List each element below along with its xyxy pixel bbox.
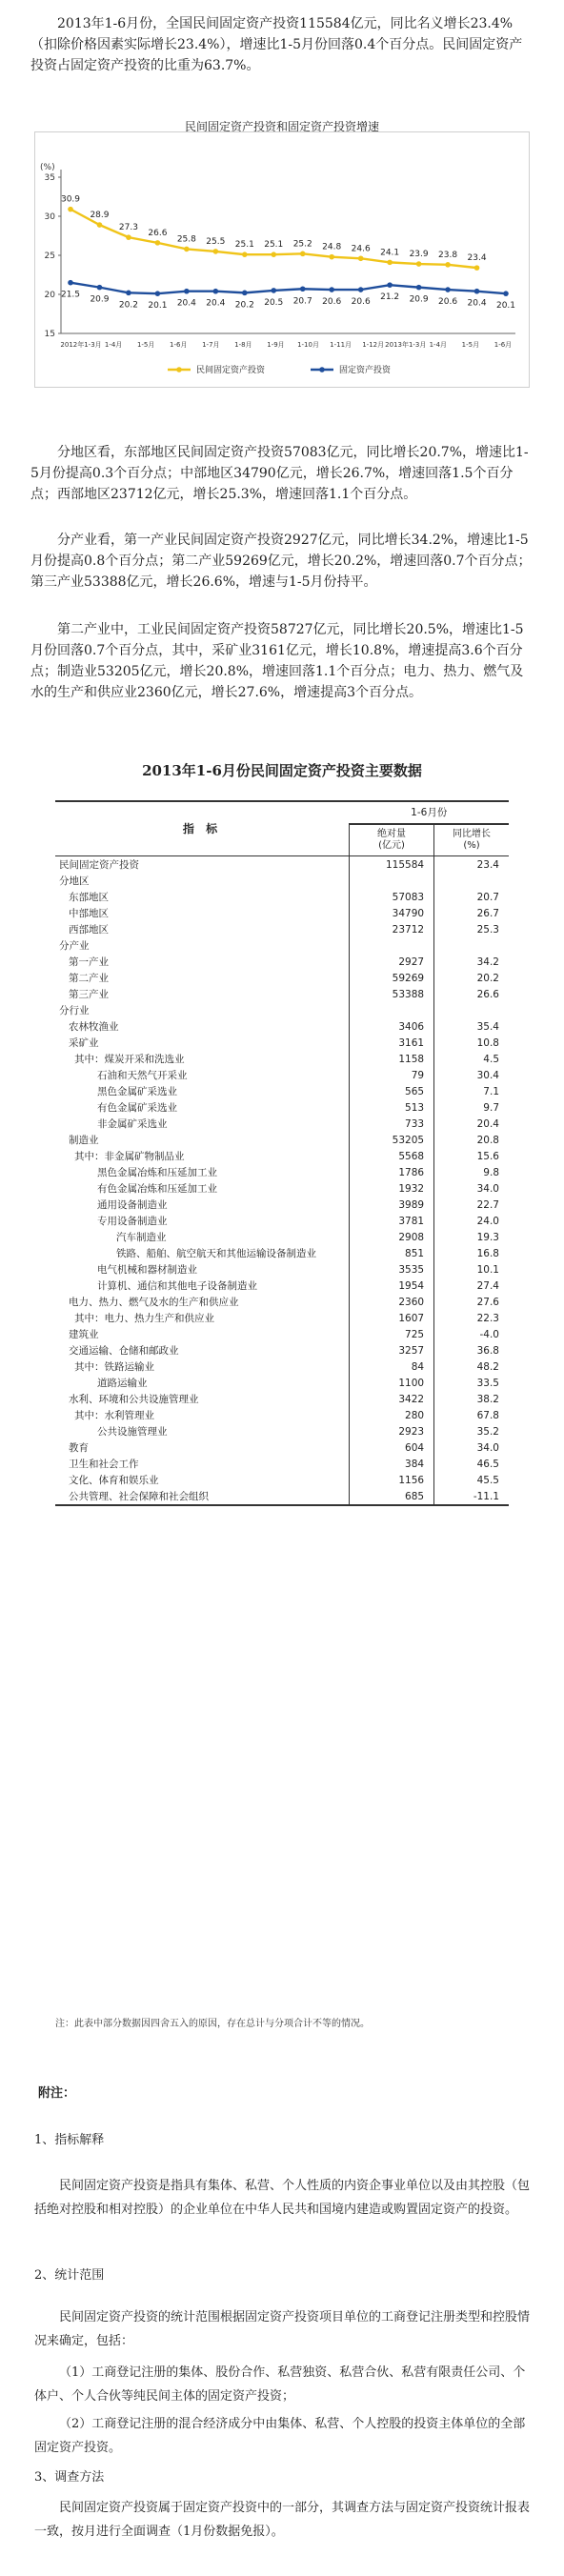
x-tick-label: 1-10月 [297, 341, 319, 349]
row-growth: 24.0 [476, 1215, 499, 1227]
row-absolute: 604 [350, 1439, 434, 1456]
row-absolute: 2923 [350, 1423, 434, 1439]
table-row [55, 1213, 509, 1229]
data-point [474, 265, 480, 271]
data-label: 20.1 [495, 301, 516, 312]
table-row [55, 1018, 509, 1035]
growth-chart [34, 114, 530, 417]
table-row [55, 1099, 509, 1116]
row-indicator: 中部地区 [69, 907, 109, 919]
row-absolute: 3257 [350, 1342, 434, 1358]
col-growth: 同比增长 (%) [434, 824, 509, 856]
row-indicator: 电力、热力、燃气及水的生产和供应业 [69, 1296, 239, 1308]
row-indicator: 道路运输业 [97, 1377, 148, 1389]
row-growth: 25.3 [476, 923, 499, 936]
row-indicator: 东部地区 [69, 891, 109, 903]
table-row [55, 1067, 509, 1083]
row-growth: 34.2 [476, 956, 499, 968]
row-growth: 48.2 [476, 1360, 499, 1373]
row-absolute: 3989 [350, 1197, 434, 1213]
appendix-heading-3: 3、调查方法 [34, 2470, 105, 2485]
data-point [155, 240, 161, 246]
data-point [358, 287, 364, 292]
row-growth: 67.8 [476, 1409, 499, 1421]
row-indicator: 有色金属矿采选业 [97, 1101, 177, 1114]
data-point [271, 288, 276, 293]
data-point [416, 261, 422, 267]
data-label: 20.2 [234, 300, 254, 311]
data-label: 20.9 [409, 294, 429, 305]
row-indicator: 制造业 [69, 1134, 99, 1146]
row-growth: 38.2 [476, 1393, 499, 1405]
data-point [445, 262, 451, 268]
legend-label: 固定资产投资 [339, 366, 392, 375]
row-growth: 9.7 [483, 1101, 499, 1114]
appendix-text-2b: （2）工商登记注册的混合经济成分中由集体、私营、个人控股的投资主体单位的全部固定资产投资。 [34, 2417, 526, 2455]
row-absolute: 1954 [350, 1278, 434, 1294]
data-point [97, 285, 103, 291]
row-growth: 33.5 [476, 1377, 499, 1389]
table-row [55, 1423, 509, 1439]
row-absolute: 2908 [350, 1229, 434, 1245]
row-absolute [350, 873, 434, 889]
appendix-heading-1: 1、指标解释 [34, 2133, 105, 2147]
row-indicator: 卫生和社会工作 [69, 1458, 139, 1470]
row-absolute [350, 1002, 434, 1018]
row-indicator: 民间固定资产投资 [59, 858, 139, 871]
row-growth: 16.8 [476, 1247, 499, 1259]
row-absolute: 3422 [350, 1391, 434, 1407]
row-indicator: 其中：煤炭开采和洗选业 [74, 1053, 185, 1065]
row-growth: 19.3 [476, 1231, 499, 1243]
row-absolute: 3406 [350, 1018, 434, 1035]
row-absolute: 1932 [350, 1180, 434, 1197]
row-indicator: 分地区 [59, 875, 90, 887]
row-growth: 45.5 [476, 1474, 499, 1486]
row-indicator: 农林牧渔业 [69, 1020, 119, 1033]
table-row [55, 954, 509, 970]
row-indicator: 第二产业 [69, 972, 109, 984]
data-point [126, 234, 131, 240]
row-indicator: 第三产业 [69, 988, 109, 1000]
row-indicator: 建筑业 [69, 1328, 99, 1340]
row-growth: 35.4 [476, 1020, 499, 1033]
row-absolute: 1786 [350, 1164, 434, 1180]
appendix-title: 附注： [38, 2086, 76, 2101]
appendix-text-2a: （1）工商登记注册的集体、股份合作、私营独资、私营合伙、私营有限责任公司、个体户、个人合伙等纯民间主体的固定资产投资； [34, 2365, 526, 2404]
legend-marker [176, 367, 182, 372]
table-row [55, 921, 509, 937]
data-label: 20.9 [90, 294, 110, 305]
table-row [55, 1391, 509, 1407]
row-indicator: 其中：电力、热力生产和供应业 [74, 1312, 214, 1324]
table-row [55, 1051, 509, 1067]
table-row [55, 1035, 509, 1051]
legend-marker [319, 367, 325, 372]
row-absolute: 3161 [350, 1035, 434, 1051]
data-label: 20.2 [118, 300, 138, 311]
data-point [271, 252, 276, 257]
appendix-text-1: 民间固定资产投资是指具有集体、私营、个人性质的内资企事业单位以及由其控股（包括绝对控股和相对控股）的企业单位在中华人民共和国境内建造或购置固定资产的投资。 [34, 2179, 531, 2217]
row-indicator: 电气机械和器材制造业 [97, 1263, 197, 1276]
row-growth: 27.6 [476, 1296, 499, 1308]
table-row [55, 1439, 509, 1456]
row-growth: 35.2 [476, 1425, 499, 1438]
col-period: 1-6月份 [350, 801, 510, 824]
row-growth: 27.4 [476, 1279, 499, 1292]
row-indicator: 水利、环境和公共设施管理业 [69, 1393, 199, 1405]
row-indicator: 通用设备制造业 [97, 1198, 168, 1211]
data-label: 30.9 [60, 194, 81, 205]
row-absolute: 1100 [350, 1375, 434, 1391]
row-indicator: 西部地区 [69, 923, 109, 936]
data-point [97, 222, 103, 228]
x-tick-label: 1-7月 [202, 341, 220, 349]
row-indicator: 其中：水利管理业 [74, 1409, 154, 1421]
row-absolute: 23712 [350, 921, 434, 937]
data-label: 25.1 [264, 240, 284, 251]
x-tick-label: 1-12月 [362, 341, 385, 349]
table-row [55, 1488, 509, 1505]
row-absolute: 733 [350, 1116, 434, 1132]
table-row [55, 1358, 509, 1375]
row-absolute: 57083 [350, 889, 434, 905]
data-point [474, 289, 480, 294]
row-indicator: 计算机、通信和其他电子设备制造业 [97, 1279, 257, 1292]
row-absolute: 34790 [350, 905, 434, 921]
data-label: 25.8 [176, 234, 196, 245]
data-point [68, 207, 73, 212]
data-label: 20.6 [322, 297, 342, 308]
table-row [55, 1132, 509, 1148]
x-tick-label: 1-9月 [267, 341, 285, 349]
row-absolute: 280 [350, 1407, 434, 1423]
data-label: 20.4 [176, 298, 196, 309]
y-tick-label: 15 [44, 330, 55, 339]
row-indicator: 分行业 [59, 1004, 90, 1016]
row-indicator: 第一产业 [69, 956, 109, 968]
row-indicator: 铁路、船舶、航空航天和其他运输设备制造业 [116, 1247, 316, 1259]
x-tick-label: 1-5月 [136, 341, 155, 349]
chart-svg [34, 131, 530, 417]
y-tick-label: 30 [44, 212, 55, 222]
row-indicator: 公共管理、社会保障和社会组织 [55, 1488, 350, 1505]
data-label: 26.6 [148, 228, 168, 238]
row-growth: 7.1 [483, 1085, 499, 1097]
table-row [55, 1326, 509, 1342]
row-indicator: 交通运输、仓储和邮政业 [69, 1344, 179, 1357]
row-indicator: 采矿业 [69, 1036, 99, 1049]
table-body [55, 856, 509, 1506]
row-absolute: 1156 [350, 1472, 434, 1488]
row-absolute: 3535 [350, 1261, 434, 1278]
row-absolute: 3781 [350, 1213, 434, 1229]
table-row [55, 873, 509, 889]
industry-paragraph: 分产业看，第一产业民间固定资产投资2927亿元，同比增长34.2%，增速比1-5月份提高0.8个百分点；第二产业59269亿元，增长20.2%，增速回落0.7个百分点；第三产业53388亿元，增长26.6%，增速与1-5月份持平。 [30, 533, 532, 590]
row-growth: 20.2 [476, 972, 499, 984]
x-tick-label: 1-4月 [429, 341, 448, 349]
row-growth: 22.7 [476, 1198, 499, 1211]
data-point [213, 289, 219, 294]
data-point [126, 291, 131, 296]
table-row [55, 1116, 509, 1132]
data-label: 28.9 [90, 211, 110, 221]
row-growth: 9.8 [483, 1166, 499, 1178]
data-label: 25.1 [234, 240, 254, 251]
table-row [55, 1229, 509, 1245]
data-point [242, 252, 248, 257]
data-point [358, 255, 364, 261]
row-absolute: 513 [350, 1099, 434, 1116]
table-row [55, 1294, 509, 1310]
data-label: 24.8 [322, 242, 342, 252]
row-growth: 4.5 [483, 1053, 499, 1065]
row-absolute: 565 [350, 1083, 434, 1099]
table-row [55, 1245, 509, 1261]
data-label: 20.6 [351, 297, 371, 308]
row-growth: 26.7 [476, 907, 499, 919]
table-row [55, 1310, 509, 1326]
y-tick-label: 20 [44, 291, 55, 300]
table-row [55, 1375, 509, 1391]
data-point [387, 260, 393, 266]
row-absolute: 1158 [350, 1051, 434, 1067]
data-label: 27.3 [118, 223, 138, 233]
row-indicator: 黑色金属矿采选业 [97, 1085, 177, 1097]
row-growth: 46.5 [476, 1458, 499, 1470]
data-point [68, 280, 73, 286]
row-growth [434, 937, 509, 954]
x-tick-label: 1-4月 [104, 341, 123, 349]
row-growth: 30.4 [476, 1069, 499, 1081]
x-tick-label: 1-6月 [494, 341, 513, 349]
row-absolute: 53205 [350, 1132, 434, 1148]
table-row [55, 1456, 509, 1472]
row-growth: 34.0 [476, 1182, 499, 1195]
row-indicator: 非金属矿采选业 [97, 1117, 168, 1130]
row-indicator: 专用设备制造业 [97, 1215, 168, 1227]
row-indicator: 其中：非金属矿物制品业 [74, 1150, 185, 1162]
row-growth: 10.1 [476, 1263, 499, 1276]
row-absolute: 84 [350, 1358, 434, 1375]
row-growth: 20.7 [476, 891, 499, 903]
table-title: 2013年1-6月份民间固定资产投资主要数据 [142, 762, 422, 779]
row-absolute: 59269 [350, 970, 434, 986]
col-indicator: 指 标 [55, 801, 350, 856]
row-indicator: 分产业 [59, 939, 90, 952]
data-point [300, 252, 306, 257]
data-point [445, 287, 451, 292]
row-absolute: 2927 [350, 954, 434, 970]
table-row [55, 1261, 509, 1278]
data-label: 23.4 [467, 253, 487, 264]
row-indicator: 黑色金属冶炼和压延加工业 [97, 1166, 217, 1178]
row-growth: -11.1 [434, 1488, 509, 1505]
data-point [387, 282, 393, 288]
data-point [300, 286, 306, 292]
data-label: 20.1 [148, 301, 168, 312]
row-growth: 15.6 [476, 1150, 499, 1162]
row-absolute: 79 [350, 1067, 434, 1083]
row-growth: 22.3 [476, 1312, 499, 1324]
row-growth: 20.4 [476, 1117, 499, 1130]
data-point [329, 254, 334, 260]
data-label: 25.2 [292, 239, 312, 250]
table-row [55, 986, 509, 1002]
table-row [55, 1180, 509, 1197]
row-absolute [350, 937, 434, 954]
chart-title: 民间固定资产投资和固定资产投资增速 [184, 120, 379, 133]
row-absolute: 851 [350, 1245, 434, 1261]
table-row [55, 1164, 509, 1180]
data-label: 20.4 [206, 298, 226, 309]
x-tick-label: 2012年1-3月 [60, 341, 102, 349]
data-label: 21.5 [60, 290, 81, 300]
x-tick-label: 1-5月 [461, 341, 480, 349]
table-row [55, 1342, 509, 1358]
table-row [55, 856, 509, 874]
legend-label: 民间固定资产投资 [196, 366, 266, 375]
row-absolute: 2360 [350, 1294, 434, 1310]
appendix-text-3: 民间固定资产投资属于固定资产投资中的一部分，其调查方法与固定资产投资统计报表一致，按月进行全面调查（1月份数据免报）。 [34, 2501, 530, 2539]
row-growth: 23.4 [476, 858, 499, 871]
row-indicator: 公共设施管理业 [97, 1425, 168, 1438]
y-axis-label: (%) [40, 163, 55, 172]
intro-paragraph: 2013年1-6月份，全国民间固定资产投资115584亿元，同比名义增长23.4%（扣除价格因素实际增长23.4%），增速比1-5月份回落0.4个百分点。民间固定资产投资占固定资产投资的比重为63.7%。 [30, 16, 523, 73]
row-indicator: 有色金属冶炼和压延加工业 [97, 1182, 217, 1195]
table-row [55, 1278, 509, 1294]
x-tick-label: 1-6月 [170, 341, 188, 349]
row-indicator: 教育 [69, 1441, 89, 1454]
row-growth: 10.8 [476, 1036, 499, 1049]
row-absolute: 685 [350, 1488, 434, 1505]
row-absolute: 53388 [350, 986, 434, 1002]
row-indicator: 文化、体育和娱乐业 [69, 1474, 159, 1486]
table-row [55, 905, 509, 921]
y-tick-label: 25 [44, 252, 55, 261]
data-point [242, 291, 248, 296]
table-row [55, 970, 509, 986]
data-point [416, 285, 422, 291]
data-label: 23.8 [438, 250, 458, 260]
data-label: 20.4 [467, 298, 487, 309]
table-row [55, 1407, 509, 1423]
data-table [55, 800, 509, 1506]
data-label: 21.2 [380, 292, 400, 303]
row-growth: 36.8 [476, 1344, 499, 1357]
row-growth: 34.0 [476, 1441, 499, 1454]
row-growth: 26.6 [476, 988, 499, 1000]
table-note: 注：此表中部分数据因四舍五入的原因，存在总计与分项合计不等的情况。 [55, 2019, 370, 2029]
data-label: 24.6 [351, 244, 371, 254]
data-label: 24.1 [380, 248, 400, 258]
series-line-2 [70, 283, 506, 293]
row-absolute: 1607 [350, 1310, 434, 1326]
x-tick-label: 2013年1-3月 [385, 341, 427, 349]
table-row [55, 1083, 509, 1099]
x-tick-label: 1-11月 [330, 341, 352, 349]
region-paragraph: 分地区看，东部地区民间固定资产投资57083亿元，同比增长20.7%，增速比1-5月份提高0.3个百分点；中部地区34790亿元，增长26.7%，增速回落1.5个百分点；西部地区23712亿元，增长25.3%，增速回落1.1个百分点。 [30, 445, 529, 502]
row-absolute: 384 [350, 1456, 434, 1472]
table-row [55, 889, 509, 905]
table-row [55, 1002, 509, 1018]
row-absolute: 5568 [350, 1148, 434, 1164]
data-point [155, 291, 161, 296]
row-absolute: 725 [350, 1326, 434, 1342]
data-point [213, 249, 219, 254]
row-growth [434, 1002, 509, 1018]
row-growth [434, 873, 509, 889]
data-label: 23.9 [409, 250, 429, 260]
col-absolute: 绝对量 (亿元) [350, 824, 434, 856]
x-tick-label: 1-8月 [234, 341, 252, 349]
table-row [55, 1148, 509, 1164]
row-indicator: 石油和天然气开采业 [97, 1069, 188, 1081]
data-point [184, 247, 190, 252]
data-label: 25.5 [206, 236, 226, 247]
second-industry-paragraph: 第二产业中，工业民间固定资产投资58727亿元，同比增长20.5%，增速比1-5月份回落0.7个百分点，其中，采矿业3161亿元，增长10.8%，增速提高3.6个百分点；制造业53205亿元，增长20.8%，增速回落1.1个百分点；电力、热力、燃气及水的生产和供应业2360亿元，增长27.6%，增速提高3个百分点。 [30, 622, 524, 700]
data-point [184, 289, 190, 294]
table-row [55, 937, 509, 954]
data-label: 20.7 [292, 296, 312, 307]
appendix-heading-2: 2、统计范围 [34, 2268, 105, 2283]
data-label: 20.6 [438, 297, 458, 308]
data-point [329, 287, 334, 292]
y-tick-label: 35 [44, 173, 55, 183]
data-label: 20.5 [264, 297, 284, 308]
row-indicator: 其中：铁路运输业 [74, 1360, 154, 1373]
appendix-text-2: 民间固定资产投资的统计范围根据固定资产投资项目单位的工商登记注册类型和控股情况来确定，包括： [34, 2310, 531, 2348]
row-absolute: 115584 [350, 856, 434, 874]
data-point [503, 291, 509, 296]
row-indicator: 汽车制造业 [116, 1231, 167, 1243]
table-row [55, 1197, 509, 1213]
row-growth: 20.8 [476, 1134, 499, 1146]
table-row [55, 1472, 509, 1488]
row-growth: -4.0 [479, 1328, 499, 1340]
